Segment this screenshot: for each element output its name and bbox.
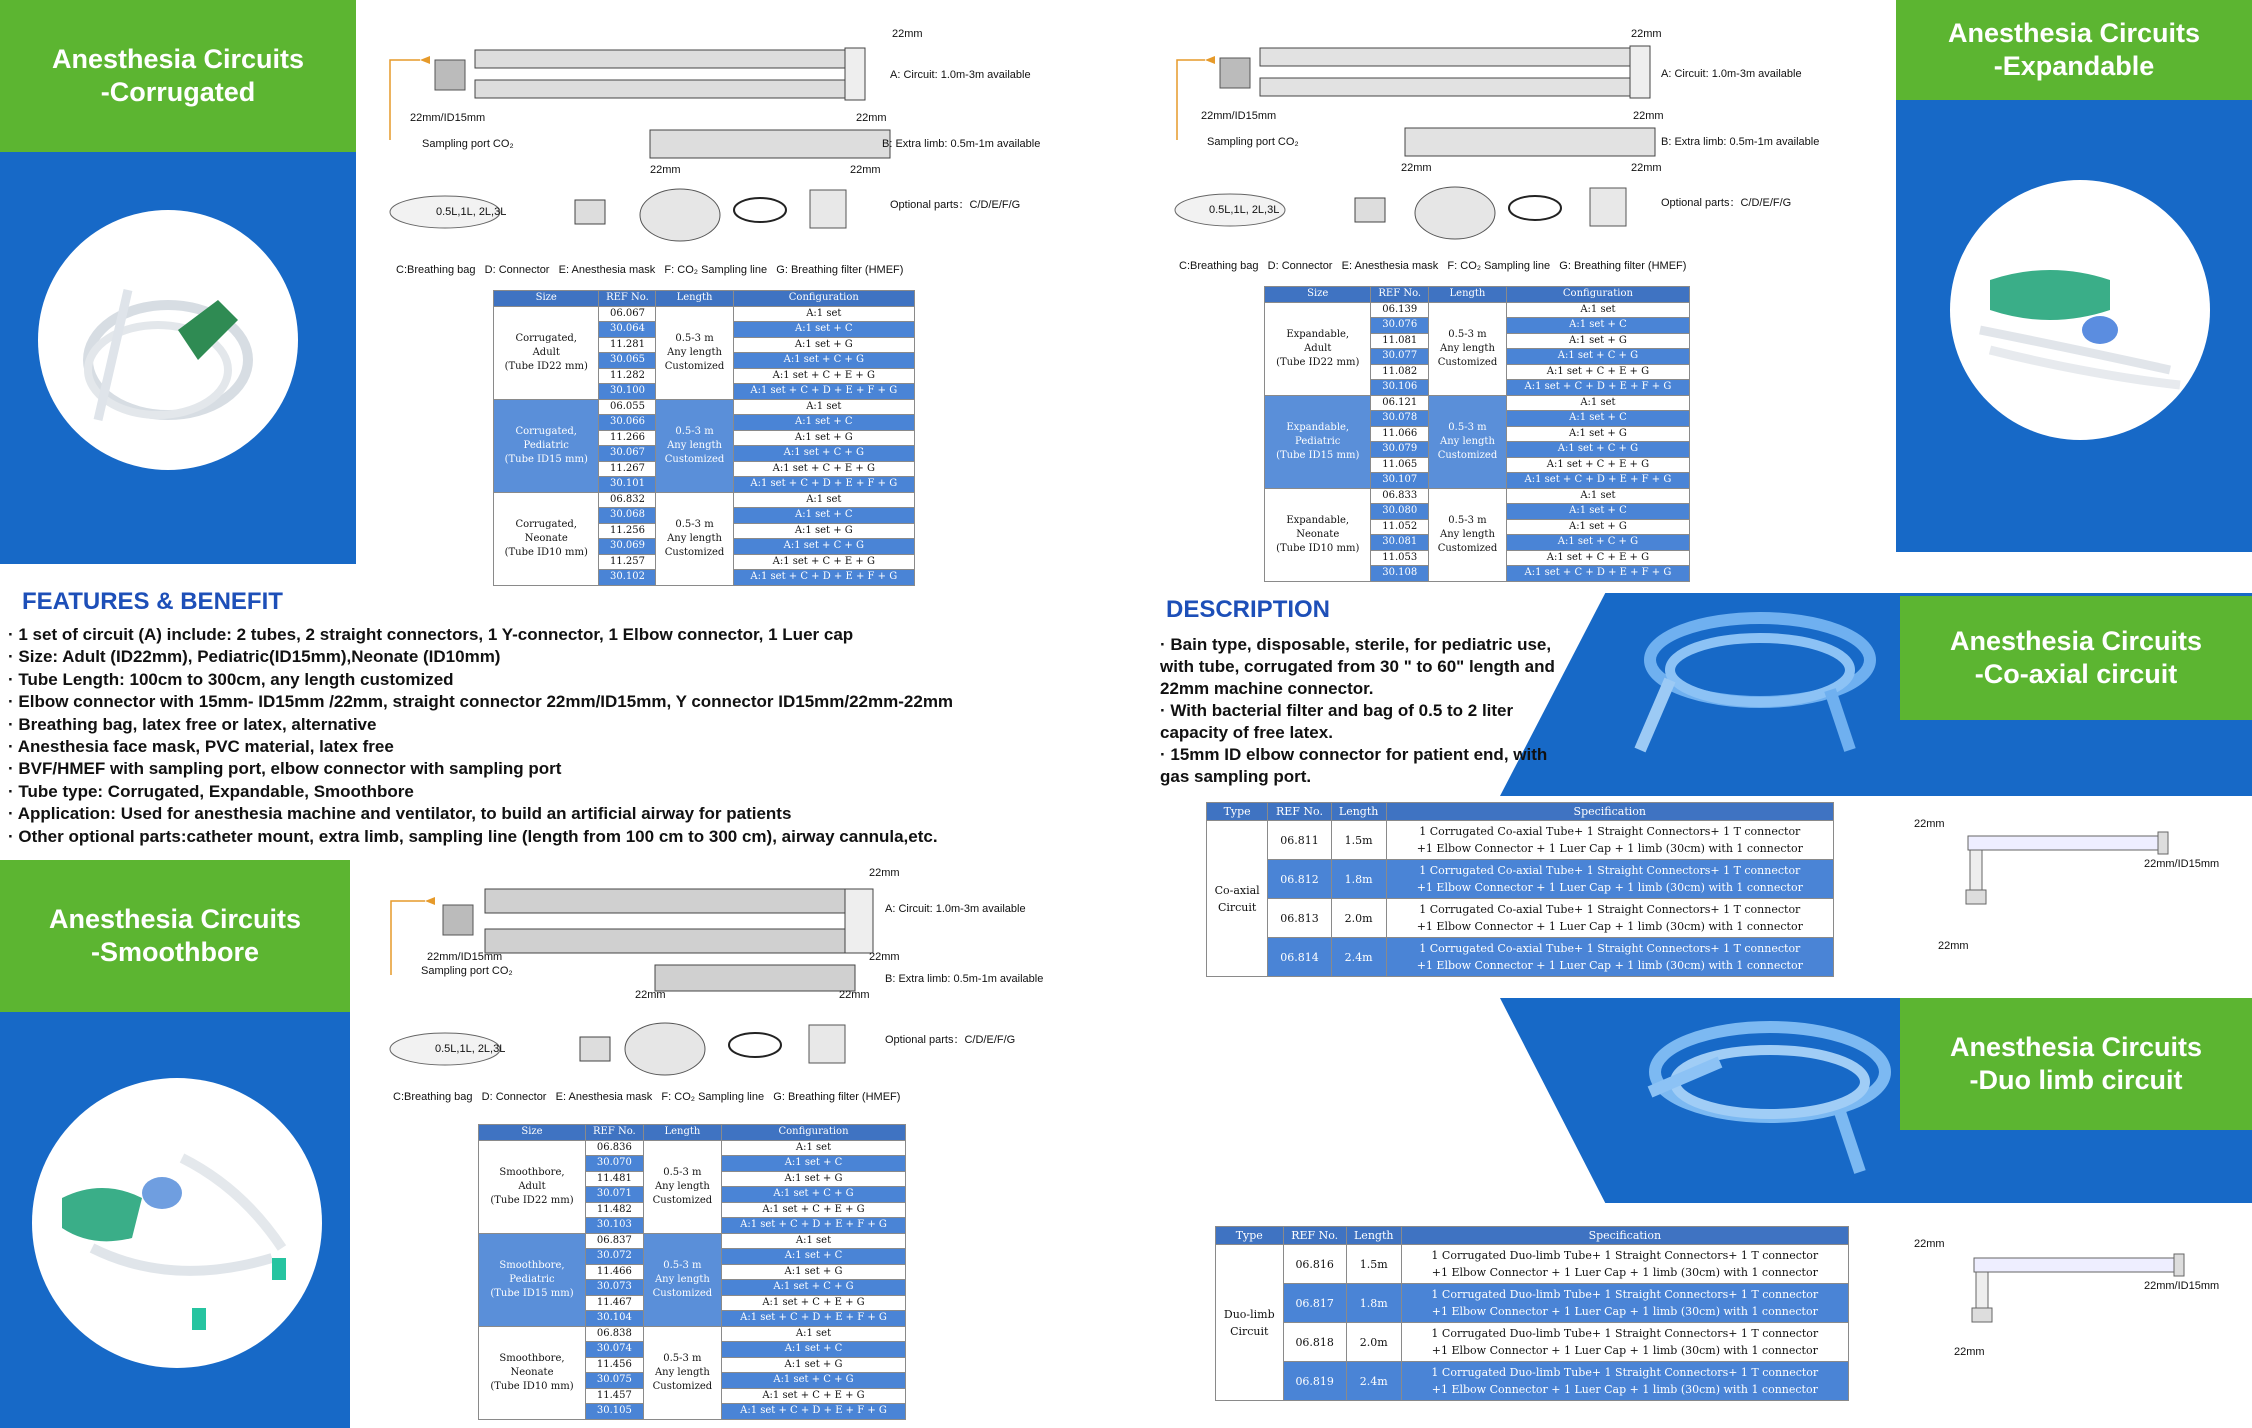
ref-cell: 06.067 [599, 306, 656, 322]
feature-item: · Elbow connector with 15mm- ID15mm /22mm, straight connector 22mm/ID15mm, Y connector ID15mm/22mm-22mm [8, 692, 954, 712]
column-header: Configuration [733, 291, 914, 307]
ref-cell: 30.078 [1371, 411, 1429, 427]
label-22mm-top: 22mm [892, 28, 923, 40]
config-cell: A:1 set + C + E + G [1506, 550, 1689, 566]
description-item: · Bain type, disposable, sterile, for pediatric use, with tube, corrugated from 30 " to 60" length and 22mm machine connector. [1160, 635, 1555, 698]
config-cell: A:1 set + G [733, 523, 914, 539]
config-cell: A:1 set + C + G [1506, 535, 1689, 551]
length-cell: 2.4m [1346, 1362, 1401, 1401]
ref-cell: 06.813 [1268, 899, 1331, 938]
label-legend: C:Breathing bag D: Connector E: Anesthesia mask F: CO₂ Sampling line G: Breathing filter (HMEF) [393, 1091, 901, 1103]
table-row [494, 399, 915, 415]
ref-cell: 30.065 [599, 353, 656, 369]
column-header: Size [494, 291, 599, 307]
schematic-expandable [1165, 18, 1865, 286]
tee-diagram-coaxial [1910, 816, 2240, 956]
size-cell: Expandable, Adult (Tube ID22 mm) [1265, 302, 1371, 395]
features-title: FEATURES & BENEFIT [22, 588, 283, 615]
config-cell: A:1 set + C [722, 1342, 906, 1358]
config-cell: A:1 set + G [733, 430, 914, 446]
table-row [1216, 1284, 1849, 1323]
config-cell: A:1 set + G [733, 337, 914, 353]
product-photo-expandable [1950, 180, 2210, 440]
config-table-corrugated [493, 290, 915, 586]
config-cell: A:1 set + C + D + E + F + G [733, 384, 914, 400]
label-22-15: 22mm/ID15mm [410, 112, 486, 124]
length-cell: 0.5-3 m Any length Customized [643, 1326, 721, 1419]
ref-cell: 06.838 [585, 1326, 643, 1342]
column-header: Length [656, 291, 733, 307]
config-cell: A:1 set [733, 492, 914, 508]
label-22mm-right: 22mm [1633, 110, 1664, 122]
column-header: Length [1331, 803, 1386, 821]
length-cell: 1.5m [1346, 1245, 1401, 1284]
config-cell: A:1 set + G [722, 1264, 906, 1280]
config-cell: A:1 set + C + E + G [722, 1388, 906, 1404]
tee-label-top: 22mm [1914, 818, 1945, 830]
label-22mm-top: 22mm [1631, 28, 1662, 40]
feature-item: · Tube type: Corrugated, Expandable, Smoothbore [8, 781, 414, 801]
feature-item: · BVF/HMEF with sampling port, elbow connector with sampling port [8, 759, 562, 779]
ref-cell: 11.256 [599, 523, 656, 539]
banner-corrugated: Anesthesia Circuits -Corrugated [0, 0, 356, 152]
ref-cell: 30.106 [1371, 380, 1429, 396]
ref-cell: 30.069 [599, 539, 656, 555]
label-22mm-top: 22mm [869, 867, 900, 879]
spec-cell: 1 Corrugated Co-axial Tube+ 1 Straight Connectors+ 1 T connector +1 Elbow Connector + 1 Luer Cap + 1 limb (30cm) with 1 connector [1386, 938, 1833, 977]
length-cell: 0.5-3 m Any length Customized [656, 399, 733, 492]
spec-cell: 1 Corrugated Co-axial Tube+ 1 Straight Connectors+ 1 T connector +1 Elbow Connector + 1 Luer Cap + 1 limb (30cm) with 1 connector [1386, 860, 1833, 899]
config-cell: A:1 set + C + E + G [722, 1202, 906, 1218]
ref-cell: 06.817 [1283, 1284, 1346, 1323]
column-header: REF No. [1283, 1227, 1346, 1245]
ref-cell: 30.104 [585, 1311, 643, 1327]
label-22mm-b2: 22mm [1631, 162, 1662, 174]
ref-cell: 11.282 [599, 368, 656, 384]
ref-cell: 30.080 [1371, 504, 1429, 520]
size-cell: Corrugated, Neonate (Tube ID10 mm) [494, 492, 599, 585]
description-item: · 15mm ID elbow connector for patient end, with gas sampling port. [1160, 745, 1548, 786]
table-row [1207, 899, 1834, 938]
config-table-expandable [1264, 286, 1690, 582]
length-cell: 1.8m [1331, 860, 1386, 899]
description-title: DESCRIPTION [1166, 596, 1331, 623]
table-header-row [1207, 803, 1834, 821]
label-circuit: A: Circuit: 1.0m-3m available [890, 69, 1031, 81]
ref-cell: 30.105 [585, 1404, 643, 1420]
config-cell: A:1 set + C [733, 322, 914, 338]
ref-cell: 06.819 [1283, 1362, 1346, 1401]
config-cell: A:1 set + C + E + G [733, 554, 914, 570]
tee-label-bottom: 22mm [1938, 940, 1969, 952]
length-cell: 1.5m [1331, 821, 1386, 860]
config-cell: A:1 set + G [722, 1171, 906, 1187]
ref-cell: 30.101 [599, 477, 656, 493]
config-cell: A:1 set + C + G [722, 1373, 906, 1389]
tee-label-top: 22mm [1914, 1238, 1945, 1250]
ref-cell: 30.071 [585, 1187, 643, 1203]
size-cell: Expandable, Neonate (Tube ID10 mm) [1265, 488, 1371, 581]
table-row [479, 1140, 906, 1156]
config-cell: A:1 set + C + D + E + F + G [722, 1311, 906, 1327]
product-photo-duolimb [1600, 1002, 1900, 1192]
ref-cell: 30.068 [599, 508, 656, 524]
config-cell: A:1 set + G [1506, 426, 1689, 442]
column-header: Specification [1401, 1227, 1848, 1245]
ref-cell: 06.812 [1268, 860, 1331, 899]
length-cell: 0.5-3 m Any length Customized [643, 1140, 721, 1233]
config-cell: A:1 set + C + D + E + F + G [733, 477, 914, 493]
config-cell: A:1 set + C [733, 415, 914, 431]
label-22mm-b1: 22mm [1401, 162, 1432, 174]
label-legend: C:Breathing bag D: Connector E: Anesthesia mask F: CO₂ Sampling line G: Breathing filter (HMEF) [396, 264, 904, 276]
product-photo-coaxial [1610, 600, 1890, 780]
ref-cell: 30.107 [1371, 473, 1429, 489]
length-cell: 2.0m [1346, 1323, 1401, 1362]
description-item: · With bacterial filter and bag of 0.5 to 2 liter capacity of free latex. [1160, 701, 1514, 742]
column-header: REF No. [585, 1125, 643, 1141]
spec-cell: 1 Corrugated Duo-limb Tube+ 1 Straight Connectors+ 1 T connector +1 Elbow Connector + 1 Luer Cap + 1 limb (30cm) with 1 connector [1401, 1362, 1848, 1401]
tee-label-bottom: 22mm [1954, 1346, 1985, 1358]
column-header: Length [1429, 287, 1507, 303]
length-cell: 0.5-3 m Any length Customized [1429, 395, 1507, 488]
ref-cell: 11.065 [1371, 457, 1429, 473]
length-cell: 0.5-3 m Any length Customized [1429, 488, 1507, 581]
ref-cell: 11.481 [585, 1171, 643, 1187]
length-cell: 0.5-3 m Any length Customized [643, 1233, 721, 1326]
config-cell: A:1 set [722, 1140, 906, 1156]
config-cell: A:1 set + C + E + G [733, 368, 914, 384]
config-cell: A:1 set + C + E + G [722, 1295, 906, 1311]
ref-cell: 06.833 [1371, 488, 1429, 504]
table-row [1207, 860, 1834, 899]
size-cell: Corrugated, Adult (Tube ID22 mm) [494, 306, 599, 399]
table-header-row [1216, 1227, 1849, 1245]
feature-item: · Application: Used for anesthesia machine and ventilator, to build an artificial airway for patients [8, 804, 792, 824]
feature-item: · Size: Adult (ID22mm), Pediatric(ID15mm),Neonate (ID10mm) [8, 647, 501, 667]
ref-cell: 30.076 [1371, 318, 1429, 334]
label-extra: B: Extra limb: 0.5m-1m available [882, 138, 1041, 150]
ref-cell: 30.074 [585, 1342, 643, 1358]
config-cell: A:1 set + C + G [722, 1280, 906, 1296]
label-bag: 0.5L,1L, 2L,3L [1209, 204, 1280, 216]
spec-cell: 1 Corrugated Co-axial Tube+ 1 Straight Connectors+ 1 T connector +1 Elbow Connector + 1 Luer Cap + 1 limb (30cm) with 1 connector [1386, 821, 1833, 860]
label-optional: Optional parts：C/D/E/F/G [885, 1034, 1016, 1046]
config-cell: A:1 set [733, 306, 914, 322]
ref-cell: 11.081 [1371, 333, 1429, 349]
label-bag: 0.5L,1L, 2L,3L [435, 1043, 506, 1055]
product-photo-smoothbore [32, 1078, 322, 1368]
label-22mm-right: 22mm [856, 112, 887, 124]
ref-cell: 06.121 [1371, 395, 1429, 411]
column-header: REF No. [599, 291, 656, 307]
ref-cell: 06.814 [1268, 938, 1331, 977]
label-circuit: A: Circuit: 1.0m-3m available [1661, 68, 1802, 80]
config-cell: A:1 set + C + D + E + F + G [733, 570, 914, 586]
size-cell: Expandable, Pediatric (Tube ID15 mm) [1265, 395, 1371, 488]
product-photo-corrugated [38, 210, 298, 470]
ref-cell: 30.103 [585, 1218, 643, 1234]
config-cell: A:1 set + C + D + E + F + G [1506, 473, 1689, 489]
config-cell: A:1 set + C [1506, 411, 1689, 427]
config-cell: A:1 set + C [722, 1156, 906, 1172]
spec-cell: 1 Corrugated Co-axial Tube+ 1 Straight Connectors+ 1 T connector +1 Elbow Connector + 1 Luer Cap + 1 limb (30cm) with 1 connector [1386, 899, 1833, 938]
table-row [1207, 821, 1834, 860]
type-cell: Co-axial Circuit [1207, 821, 1268, 977]
ref-cell: 06.837 [585, 1233, 643, 1249]
tee-label-right: 22mm/ID15mm [2144, 858, 2220, 870]
config-cell: A:1 set [1506, 395, 1689, 411]
column-header: Configuration [1506, 287, 1689, 303]
ref-cell: 11.266 [599, 430, 656, 446]
ref-cell: 11.456 [585, 1357, 643, 1373]
ref-cell: 11.082 [1371, 364, 1429, 380]
ref-cell: 30.075 [585, 1373, 643, 1389]
feature-item: · Anesthesia face mask, PVC material, latex free [8, 737, 394, 757]
ref-cell: 06.055 [599, 399, 656, 415]
table-header-row [494, 291, 915, 307]
banner-expandable: Anesthesia Circuits -Expandable [1896, 0, 2252, 100]
column-header: Size [1265, 287, 1371, 303]
config-cell: A:1 set + C + G [1506, 442, 1689, 458]
ref-cell: 06.832 [599, 492, 656, 508]
ref-cell: 30.081 [1371, 535, 1429, 551]
label-sampling: Sampling port CO₂ [421, 965, 513, 977]
spec-table-coaxial [1206, 802, 1834, 977]
label-22mm-b1: 22mm [635, 989, 666, 1001]
config-table-smoothbore [478, 1124, 906, 1420]
table-row [1216, 1245, 1849, 1284]
label-optional: Optional parts：C/D/E/F/G [890, 199, 1021, 211]
ref-cell: 11.482 [585, 1202, 643, 1218]
features-list [8, 624, 953, 848]
feature-item: · Other optional parts:catheter mount, extra limb, sampling line (length from 100 cm to 300 cm), airway cannula,etc. [8, 826, 938, 846]
column-header: REF No. [1268, 803, 1331, 821]
size-cell: Corrugated, Pediatric (Tube ID15 mm) [494, 399, 599, 492]
table-row [494, 492, 915, 508]
feature-item: · Breathing bag, latex free or latex, alternative [8, 714, 377, 734]
ref-cell: 11.281 [599, 337, 656, 353]
ref-cell: 11.466 [585, 1264, 643, 1280]
ref-cell: 30.066 [599, 415, 656, 431]
ref-cell: 06.816 [1283, 1245, 1346, 1284]
config-cell: A:1 set + C + G [733, 353, 914, 369]
config-cell: A:1 set + C + E + G [733, 461, 914, 477]
ref-cell: 11.457 [585, 1388, 643, 1404]
label-sampling: Sampling port CO₂ [1207, 136, 1299, 148]
length-cell: 0.5-3 m Any length Customized [1429, 302, 1507, 395]
table-row [1207, 938, 1834, 977]
column-header: Type [1216, 1227, 1284, 1245]
config-cell: A:1 set + C + G [733, 539, 914, 555]
ref-cell: 06.818 [1283, 1323, 1346, 1362]
label-extra: B: Extra limb: 0.5m-1m available [1661, 136, 1820, 148]
config-cell: A:1 set + C + D + E + F + G [1506, 566, 1689, 582]
label-circuit: A: Circuit: 1.0m-3m available [885, 903, 1026, 915]
spec-cell: 1 Corrugated Duo-limb Tube+ 1 Straight Connectors+ 1 T connector +1 Elbow Connector + 1 Luer Cap + 1 limb (30cm) with 1 connector [1401, 1323, 1848, 1362]
schematic-smoothbore [385, 865, 1075, 1105]
length-cell: 1.8m [1346, 1284, 1401, 1323]
config-cell: A:1 set [1506, 302, 1689, 318]
config-cell: A:1 set + C + G [722, 1187, 906, 1203]
ref-cell: 06.836 [585, 1140, 643, 1156]
config-cell: A:1 set + C + G [1506, 349, 1689, 365]
banner-smoothbore: Anesthesia Circuits -Smoothbore [0, 860, 350, 1012]
column-header: Length [1346, 1227, 1401, 1245]
ref-cell: 06.811 [1268, 821, 1331, 860]
table-row [479, 1326, 906, 1342]
table-row [1216, 1362, 1849, 1401]
ref-cell: 30.079 [1371, 442, 1429, 458]
config-cell: A:1 set + C [733, 508, 914, 524]
label-22-15: 22mm/ID15mm [427, 951, 503, 963]
table-row [494, 306, 915, 322]
label-extra: B: Extra limb: 0.5m-1m available [885, 973, 1044, 985]
config-cell: A:1 set + C + E + G [1506, 457, 1689, 473]
ref-cell: 30.064 [599, 322, 656, 338]
config-cell: A:1 set + G [722, 1357, 906, 1373]
config-cell: A:1 set [733, 399, 914, 415]
table-row [1216, 1323, 1849, 1362]
column-header: Specification [1386, 803, 1833, 821]
column-header: Length [643, 1125, 721, 1141]
banner-duolimb: Anesthesia Circuits -Duo limb circuit [1900, 998, 2252, 1130]
feature-item: · Tube Length: 100cm to 300cm, any length customized [8, 669, 454, 689]
ref-cell: 30.108 [1371, 566, 1429, 582]
size-cell: Smoothbore, Neonate (Tube ID10 mm) [479, 1326, 586, 1419]
banner-coaxial: Anesthesia Circuits -Co-axial circuit [1900, 596, 2252, 720]
length-cell: 2.4m [1331, 938, 1386, 977]
size-cell: Smoothbore, Pediatric (Tube ID15 mm) [479, 1233, 586, 1326]
ref-cell: 30.073 [585, 1280, 643, 1296]
length-cell: 2.0m [1331, 899, 1386, 938]
column-header: REF No. [1371, 287, 1429, 303]
column-header: Type [1207, 803, 1268, 821]
ref-cell: 30.070 [585, 1156, 643, 1172]
config-cell: A:1 set + C [1506, 318, 1689, 334]
table-row [1265, 488, 1690, 504]
config-cell: A:1 set + C + E + G [1506, 364, 1689, 380]
config-cell: A:1 set [1506, 488, 1689, 504]
config-cell: A:1 set + C + G [733, 446, 914, 462]
ref-cell: 11.053 [1371, 550, 1429, 566]
ref-cell: 30.100 [599, 384, 656, 400]
ref-cell: 30.067 [599, 446, 656, 462]
table-row [1265, 302, 1690, 318]
ref-cell: 06.139 [1371, 302, 1429, 318]
config-cell: A:1 set [722, 1326, 906, 1342]
config-cell: A:1 set + G [1506, 519, 1689, 535]
label-legend: C:Breathing bag D: Connector E: Anesthesia mask F: CO₂ Sampling line G: Breathing filter (HMEF) [1179, 260, 1687, 272]
table-row [479, 1233, 906, 1249]
ref-cell: 30.102 [599, 570, 656, 586]
description-list [1160, 634, 1560, 788]
ref-cell: 11.066 [1371, 426, 1429, 442]
ref-cell: 30.077 [1371, 349, 1429, 365]
label-22mm-right: 22mm [869, 951, 900, 963]
ref-cell: 30.072 [585, 1249, 643, 1265]
length-cell: 0.5-3 m Any length Customized [656, 306, 733, 399]
feature-item: · 1 set of circuit (A) include: 2 tubes, 2 straight connectors, 1 Y-connector, 1 Elbow connector, 1 Luer cap [8, 625, 854, 644]
config-cell: A:1 set + G [1506, 333, 1689, 349]
tee-label-right: 22mm/ID15mm [2144, 1280, 2220, 1292]
column-header: Size [479, 1125, 586, 1141]
tee-diagram-duolimb [1910, 1238, 2240, 1366]
size-cell: Smoothbore, Adult (Tube ID22 mm) [479, 1140, 586, 1233]
config-cell: A:1 set + C + D + E + F + G [722, 1404, 906, 1420]
type-cell: Duo-limb Circuit [1216, 1245, 1284, 1401]
table-header-row [1265, 287, 1690, 303]
label-22mm-b1: 22mm [650, 164, 681, 176]
ref-cell: 11.257 [599, 554, 656, 570]
label-22mm-b2: 22mm [839, 989, 870, 1001]
label-bag: 0.5L,1L, 2L,3L [436, 206, 507, 218]
config-cell: A:1 set + C [722, 1249, 906, 1265]
config-cell: A:1 set + C + D + E + F + G [1506, 380, 1689, 396]
schematic-corrugated [380, 20, 1070, 288]
length-cell: 0.5-3 m Any length Customized [656, 492, 733, 585]
spec-table-duolimb [1215, 1226, 1849, 1401]
column-header: Configuration [722, 1125, 906, 1141]
spec-cell: 1 Corrugated Duo-limb Tube+ 1 Straight Connectors+ 1 T connector +1 Elbow Connector + 1 Luer Cap + 1 limb (30cm) with 1 connector [1401, 1284, 1848, 1323]
label-sampling: Sampling port CO₂ [422, 138, 514, 150]
table-row [1265, 395, 1690, 411]
ref-cell: 11.267 [599, 461, 656, 477]
ref-cell: 11.467 [585, 1295, 643, 1311]
config-cell: A:1 set [722, 1233, 906, 1249]
config-cell: A:1 set + C + D + E + F + G [722, 1218, 906, 1234]
table-header-row [479, 1125, 906, 1141]
ref-cell: 11.052 [1371, 519, 1429, 535]
label-22mm-b2: 22mm [850, 164, 881, 176]
config-cell: A:1 set + C [1506, 504, 1689, 520]
label-22-15: 22mm/ID15mm [1201, 110, 1277, 122]
spec-cell: 1 Corrugated Duo-limb Tube+ 1 Straight Connectors+ 1 T connector +1 Elbow Connector + 1 Luer Cap + 1 limb (30cm) with 1 connector [1401, 1245, 1848, 1284]
label-optional: Optional parts：C/D/E/F/G [1661, 197, 1792, 209]
